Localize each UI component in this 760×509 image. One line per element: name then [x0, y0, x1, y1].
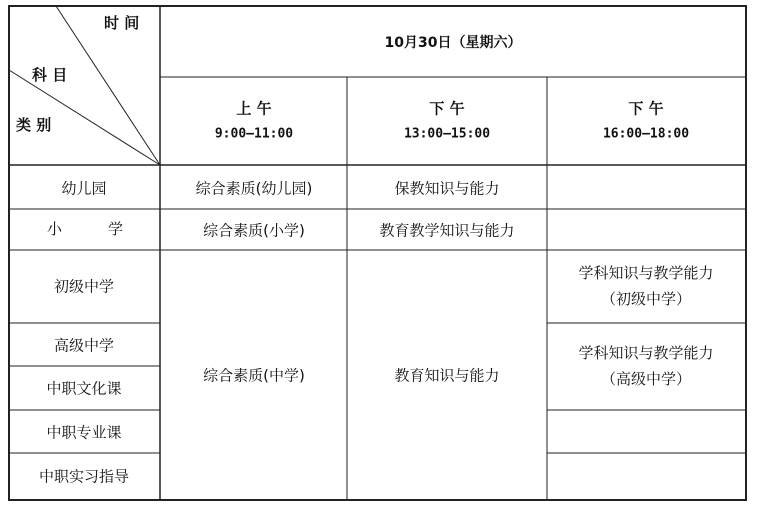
cell-senior-late-line-2: （高级中学） — [600, 370, 692, 388]
corner-time-label: 时 间 — [104, 14, 140, 32]
row-label-vocational-major: 中职专业课 — [46, 423, 122, 442]
cell-senior-late-line-1: 学科知识与教学能力 — [578, 344, 714, 362]
session-afternoon-time: 13:00—15:00 — [403, 126, 491, 142]
cell-middle-school-morning: 综合素质(中学) — [203, 366, 305, 385]
session-morning-label: 上 午 — [236, 99, 272, 118]
exam-date: 10月30日（星期六） — [384, 35, 522, 51]
row-label-vocational-practice: 中职实习指导 — [38, 467, 130, 486]
session-late-afternoon-time: 16:00—18:00 — [602, 126, 690, 142]
cell-primary-morning: 综合素质(小学) — [203, 221, 305, 240]
row-label-vocational-culture: 中职文化课 — [46, 379, 122, 398]
row-label-kindergarten: 幼儿园 — [61, 179, 107, 198]
cell-senior-late-afternoon — [578, 340, 713, 392]
cell-junior-late-afternoon — [578, 260, 713, 312]
row-label-junior-high: 初级中学 — [53, 277, 115, 296]
corner-category-label: 类 别 — [16, 116, 52, 134]
cell-kindergarten-afternoon: 保教知识与能力 — [394, 179, 500, 198]
cell-middle-school-afternoon: 教育知识与能力 — [394, 366, 500, 385]
row-label-senior-high: 高级中学 — [53, 336, 115, 355]
session-afternoon-label: 下 午 — [429, 99, 465, 118]
row-label-primary-char-2: 学 — [107, 220, 123, 238]
cell-primary-afternoon: 教育教学知识与能力 — [379, 221, 515, 240]
cell-junior-late-line-2: （初级中学） — [600, 290, 692, 308]
session-morning-time: 9:00—11:00 — [214, 126, 294, 142]
row-label-primary — [47, 218, 123, 239]
cell-junior-late-line-1: 学科知识与教学能力 — [578, 264, 714, 282]
row-label-primary-char-1: 小 — [47, 220, 63, 238]
corner-subject-label: 科 目 — [32, 66, 68, 84]
session-late-afternoon-label: 下 午 — [628, 99, 664, 118]
cell-kindergarten-morning: 综合素质(幼儿园) — [195, 179, 313, 198]
